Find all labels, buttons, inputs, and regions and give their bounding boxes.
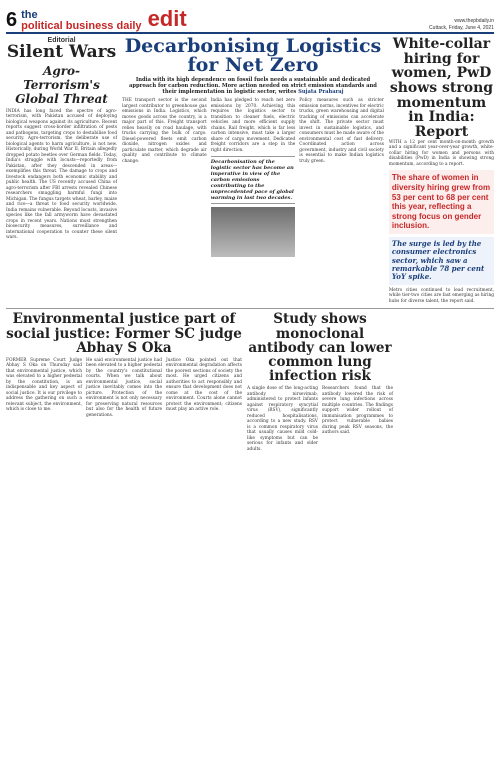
page-number: 6 (6, 9, 18, 31)
masthead (6, 4, 494, 34)
dateline: Cuttack, Friday, June 4, 2021 (429, 25, 494, 31)
white-collar-highlight: The share of women in diversity hiring grew from 53 per cent to 68 per cent this year, reflecting a strong focus on gender inclusion. (389, 170, 494, 234)
white-collar-title: White-collar hiring for women, PwD shows strong momentum in India: Report (389, 36, 494, 141)
top-columns (6, 37, 494, 304)
lead-deck-text: India with its high dependence on fossil fuels needs a sustainable and dedicated approach for carbon reduction. More action needed on strict emission standards and their implementation in logistic sector, writes (129, 77, 377, 95)
editorial-column (6, 37, 117, 304)
white-collar-article (389, 37, 494, 304)
environment-title: Environmental justice part of social justice: Former SC judge Abhay S Oka (6, 311, 242, 356)
truck-photo (211, 207, 296, 257)
environment-col-3: Justice Oka pointed out that environmental degradation affects the poorest sections of society the most. He urged citizens and authorities to act responsibly and ensure that development does not come at the cost of the environment. Courts alone cannot protect the environment; citizens must play an active role. (166, 357, 242, 413)
editorial-title: Silent Wars (6, 42, 117, 62)
section-label: edit (147, 6, 187, 31)
brand-logo (21, 10, 141, 32)
lead-title: Decarbonising Logistics for Net Zero (124, 35, 382, 76)
brand-right: political business daily (21, 20, 142, 32)
editorial-kicker: Editorial (47, 37, 76, 44)
pull-quote: Decarbonisation of the logistic sector has become an imperative in view of the carbon emissions contributing to the unprecedented pace of global warming in last two decades. (211, 156, 296, 204)
environment-body (6, 358, 242, 419)
lead-article (122, 37, 384, 304)
editorial-body: INDIA has long faced the spectre of agro-terrorism, with Pakistan accused of deploying biological weapons against its agriculture. Recent reports suggest cross-border infiltration of pests and pathogens, targeting crops to destabilise food security. Agro-terrorism, the deliberate use of biological agents to harm agriculture, is not new. Historically, during World War II, Britain allegedly dropped potato beetles over German fields. Today, India's struggle with locusts—reportedly from Pakistan, after they descended in areas—exemplifies this threat. The damage to crops and livestock endangers both economic stability and public health. The US recently accused China of agro-terrorism after FBI arrests revealed Chinese researchers smuggling harmful fungi into Michigan. The fungus targets wheat, barley, maize and rice—a threat to food security worldwide. India remains vulnerable. Beyond locusts, invasive species like the fall armyworm have devastated crops in recent years. Nations must strengthen biosecurity measures, surveillance and international cooperation to counter these silent wars. (6, 108, 118, 241)
white-collar-body: WITH a 12 per cent month-on-month growth and a significant year-over-year growth, white-collar hiring for women and persons with disabilities (PwD) in India is showing strong momentum, according to a report. (388, 139, 495, 167)
environment-col-2: He said environmental justice had been elevated to a higher pedestal by the country's constitutional courts. When we talk about environmental justice, social justice inevitably comes into the picture. Protection of the environment is not only necessary for preserving natural resources but also for the health of future generations. (86, 357, 162, 418)
study-title: Study shows monoclonal antibody can lower common lung infection risk (248, 311, 392, 385)
masthead-meta (429, 18, 494, 32)
study-col-2: Researchers found that the antibody lowered the risk of severe lung infections across multiple countries. The findings support wider rollout of immunisation programmes to protect vulnerable babies during peak RSV seasons, the authors said. (322, 386, 393, 436)
lead-col-1: THE transport sector is the second largest contributor to greenhouse gas emissions in India. Logistics, which moves goods across the country, is a major part of this. Freight transport relies heavily on road haulage, with trucks carrying the bulk of cargo. Diesel-powered fleets emit carbon dioxide, nitrogen oxides and particulate matter, which degrade air quality and contribute to climate change. (122, 98, 207, 164)
website[interactable]: www.thepbdaily.in (454, 18, 494, 24)
lead-col-3: Policy measures such as stricter emission norms, incentives for electric trucks, green warehousing and digital tracking of emissions can accelerate the shift. The private sector must invest in sustainable logistics, and consumers must be made aware of the environmental cost of fast delivery. Coordinated action across government, industry and civil society is essential to make Indian logistics truly green. (299, 98, 384, 164)
study-body (247, 386, 393, 452)
white-collar-quote: The surge is led by the consumer electronics sector, which saw a remarkable 78 per cent YoY spike. (389, 237, 494, 285)
study-col-1: A single dose of the long-acting antibody nirsevimab, administered to protect infants against respiratory syncytial virus (RSV), significantly reduced hospitalisations, according to a new study. RSV is a common respiratory virus that usually causes mild cold-like symptoms but can be serious for infants and older adults. (247, 386, 318, 452)
study-article (247, 312, 393, 452)
white-collar-body-2: Metro cities continued to lead recruitment, while tier-two cities are fast emerging as hiring hubs for diverse talent, the report said. (388, 287, 495, 304)
lead-deck (122, 77, 384, 95)
lead-col-2-wrap (211, 98, 296, 260)
section-tag (148, 6, 187, 32)
brand-left: the (21, 9, 38, 21)
environment-article (6, 312, 242, 452)
lead-byline: Sujata Praharaj (298, 89, 344, 95)
editorial-subtitle: Agro-Terrorism's Global Threat (15, 63, 108, 106)
lead-body (122, 98, 384, 260)
bottom-row (6, 308, 494, 452)
lead-col-2: India has pledged to reach net zero emissions by 2070. Achieving this requires the logistics sector to transition to cleaner fuels, electric vehicles and more efficient supply chains. Rail freight, which is far less carbon intensive, must take a larger share of cargo movement. Dedicated freight corridors are a step in the right direction. (210, 98, 296, 153)
environment-col-1: FORMER Supreme Court Judge Abhay S Oka on Thursday said that environmental justice, which was elevated to a higher pedestal by the constitution, is an indispensable and key aspect of social justice. It is our privilege to address the gathering on such a relevant subject, the environment, which is close to me. (6, 357, 82, 413)
